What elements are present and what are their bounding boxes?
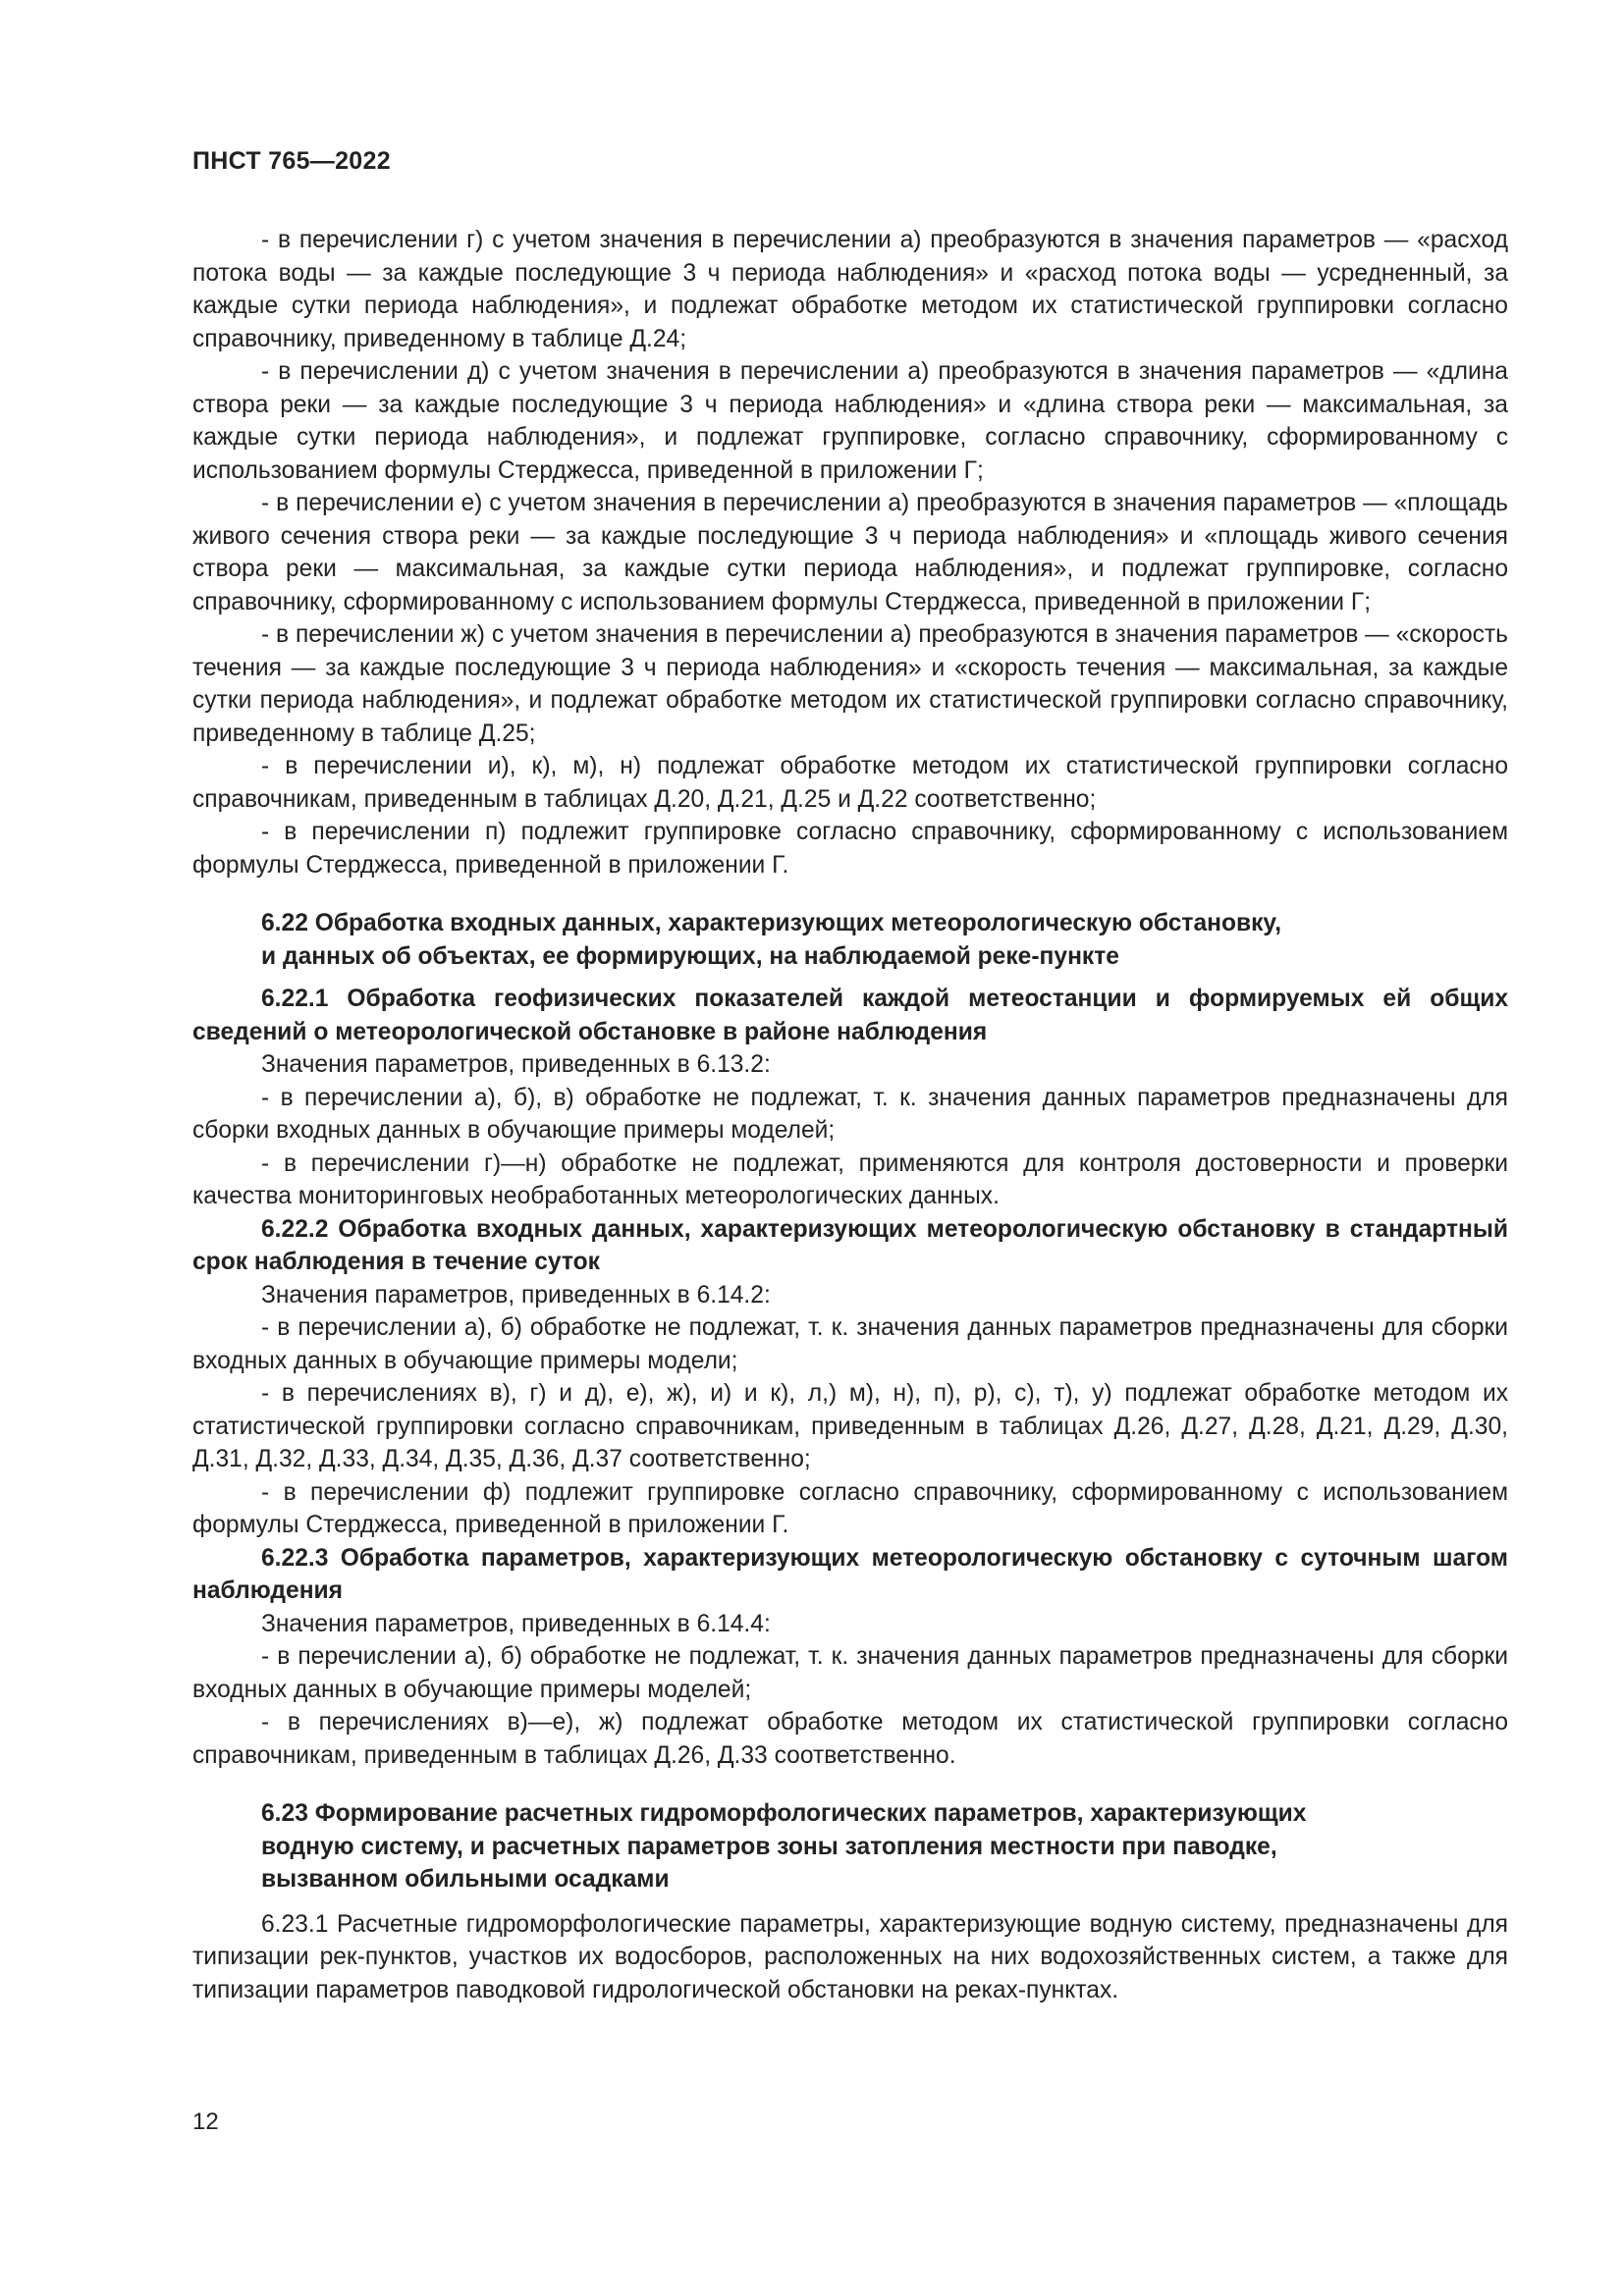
section-6-22-3-intro: Значения параметров, приведенных в 6.14.4: bbox=[261, 1610, 771, 1637]
section-6-23-title-line-3: вызванном обильными осадками bbox=[261, 1866, 670, 1893]
section-6-22-2-item: - в перечислении а), б) обработке не подлежат, т. к. значения данных параметров предназначены для сборки входных данных в обучающие примеры модели; bbox=[192, 1314, 1508, 1374]
section-6-23-1-paragraph: 6.23.1 Расчетные гидроморфологические параметры, характеризующие водную систему, предназначены для типизации рек-пунктов, участков их водосборов, расположенных на них водохозяйственных систем, а также для типизации параметров паводковой гидрологической обстановки на реках-пунктах. bbox=[192, 1910, 1508, 2003]
paragraph-item-p: - в перечислении п) подлежит группировке согласно справочнику, сформированному с использованием формулы Стерджесса, приведенной в приложении Г. bbox=[192, 819, 1508, 879]
section-6-22-2-item: - в перечислениях в), г) и д), е), ж), и) и к), л,) м), н), п), р), с), т), у) подлежат обработке методом их статистической группировки согласно справочникам, приведенным в таблицах Д.26, Д.27, Д.28, Д.21, Д.29, Д.30, Д.31, Д.32, Д.33, Д.34, Д.35, Д.36, Д.37 соответственно; bbox=[192, 1380, 1508, 1472]
paragraph-item-d: - в перечислении д) с учетом значения в перечислении а) преобразуются в значения параметров — «длина створа реки — за каждые последующие 3 ч периода наблюдения» и «длина створа реки — максимальная, за каждые сутки периода наблюдения», и подлежат группировке, согласно справочнику, сформированному с использованием формулы Стерджесса, приведенной в приложении Г; bbox=[192, 358, 1508, 484]
section-6-23-title-line-1: 6.23 Формирование расчетных гидроморфологических параметров, характеризующих bbox=[261, 1800, 1307, 1827]
section-6-22-3-item: - в перечислении а), б) обработке не подлежат, т. к. значения данных параметров предназначены для сборки входных данных в обучающие примеры моделей; bbox=[192, 1643, 1508, 1703]
section-6-23-title-line-2: водную систему, и расчетных параметров зоны затопления местности при паводке, bbox=[261, 1833, 1277, 1860]
page-body bbox=[192, 224, 1508, 2006]
paragraph-item-e: - в перечислении е) с учетом значения в перечислении а) преобразуются в значения параметров — «площадь живого сечения створа реки — за каждые последующие 3 ч периода наблюдения» и «площадь живого сечения створа реки — максимальная, за каждые сутки периода наблюдения», и подлежат группировке, согласно справочнику, сформированному с использованием формулы Стерджесса, приведенной в приложении Г; bbox=[192, 490, 1508, 615]
section-6-22-1-item: - в перечислении г)—н) обработке не подлежат, применяются для контроля достоверности и проверки качества мониторинговых необработанных метеорологических данных. bbox=[192, 1149, 1508, 1209]
section-6-22-1-intro: Значения параметров, приведенных в 6.13.2: bbox=[261, 1051, 771, 1078]
section-6-23-heading bbox=[192, 1797, 1508, 1896]
section-6-22-title-line-2: и данных об объектах, ее формирующих, на наблюдаемой реке-пункте bbox=[261, 942, 1119, 970]
section-6-22-title-line-1: 6.22 Обработка входных данных, характеризующих метеорологическую обстановку, bbox=[261, 910, 1282, 936]
paragraph-item-g: - в перечислении г) с учетом значения в перечислении а) преобразуются в значения параметров — «расход потока воды — за каждые последующие 3 ч периода наблюдения» и «расход потока воды — усредненный, за каждые сутки периода наблюдения», и подлежат обработке методом их статистической группировки согласно справочнику, приведенному в таблице Д.24; bbox=[192, 227, 1508, 352]
section-6-22-1-heading: 6.22.1 Обработка геофизических показателей каждой метеостанции и формируемых ей общих сведений о метеорологической обстановке в районе наблюдения bbox=[192, 986, 1508, 1045]
document-id-header: ПНСТ 765—2022 bbox=[192, 147, 391, 175]
section-6-22-heading bbox=[192, 907, 1508, 973]
paragraph-item-i-k-m-n: - в перечислении и), к), м), н) подлежат обработке методом их статистической группировки согласно справочникам, приведенным в таблицах Д.20, Д.21, Д.25 и Д.22 соответственно; bbox=[192, 753, 1508, 813]
section-6-22-3-heading: 6.22.3 Обработка параметров, характеризующих метеорологическую обстановку с суточным шагом наблюдения bbox=[192, 1544, 1508, 1604]
section-6-22-2-intro: Значения параметров, приведенных в 6.14.2: bbox=[261, 1281, 771, 1308]
section-6-22-3-item: - в перечислениях в)—е), ж) подлежат обработке методом их статистической группировки согласно справочникам, приведенным в таблицах Д.26, Д.33 соответственно. bbox=[192, 1709, 1508, 1769]
section-6-22-1-item: - в перечислении а), б), в) обработке не подлежат, т. к. значения данных параметров предназначены для сборки входных данных в обучающие примеры моделей; bbox=[192, 1084, 1508, 1144]
section-6-22-2-item: - в перечислении ф) подлежит группировке согласно справочнику, сформированному с использованием формулы Стерджесса, приведенной в приложении Г. bbox=[192, 1478, 1508, 1538]
page-number: 12 bbox=[192, 2109, 219, 2135]
section-6-22-2-heading: 6.22.2 Обработка входных данных, характеризующих метеорологическую обстановку в стандартный срок наблюдения в течение суток bbox=[192, 1215, 1508, 1275]
paragraph-item-zh: - в перечислении ж) с учетом значения в перечислении а) преобразуются в значения параметров — «скорость течения — за каждые последующие 3 ч периода наблюдения» и «скорость течения — максимальная, за каждые сутки периода наблюдения», и подлежат обработке методом их статистической группировки согласно справочнику, приведенному в таблице Д.25; bbox=[192, 621, 1508, 747]
